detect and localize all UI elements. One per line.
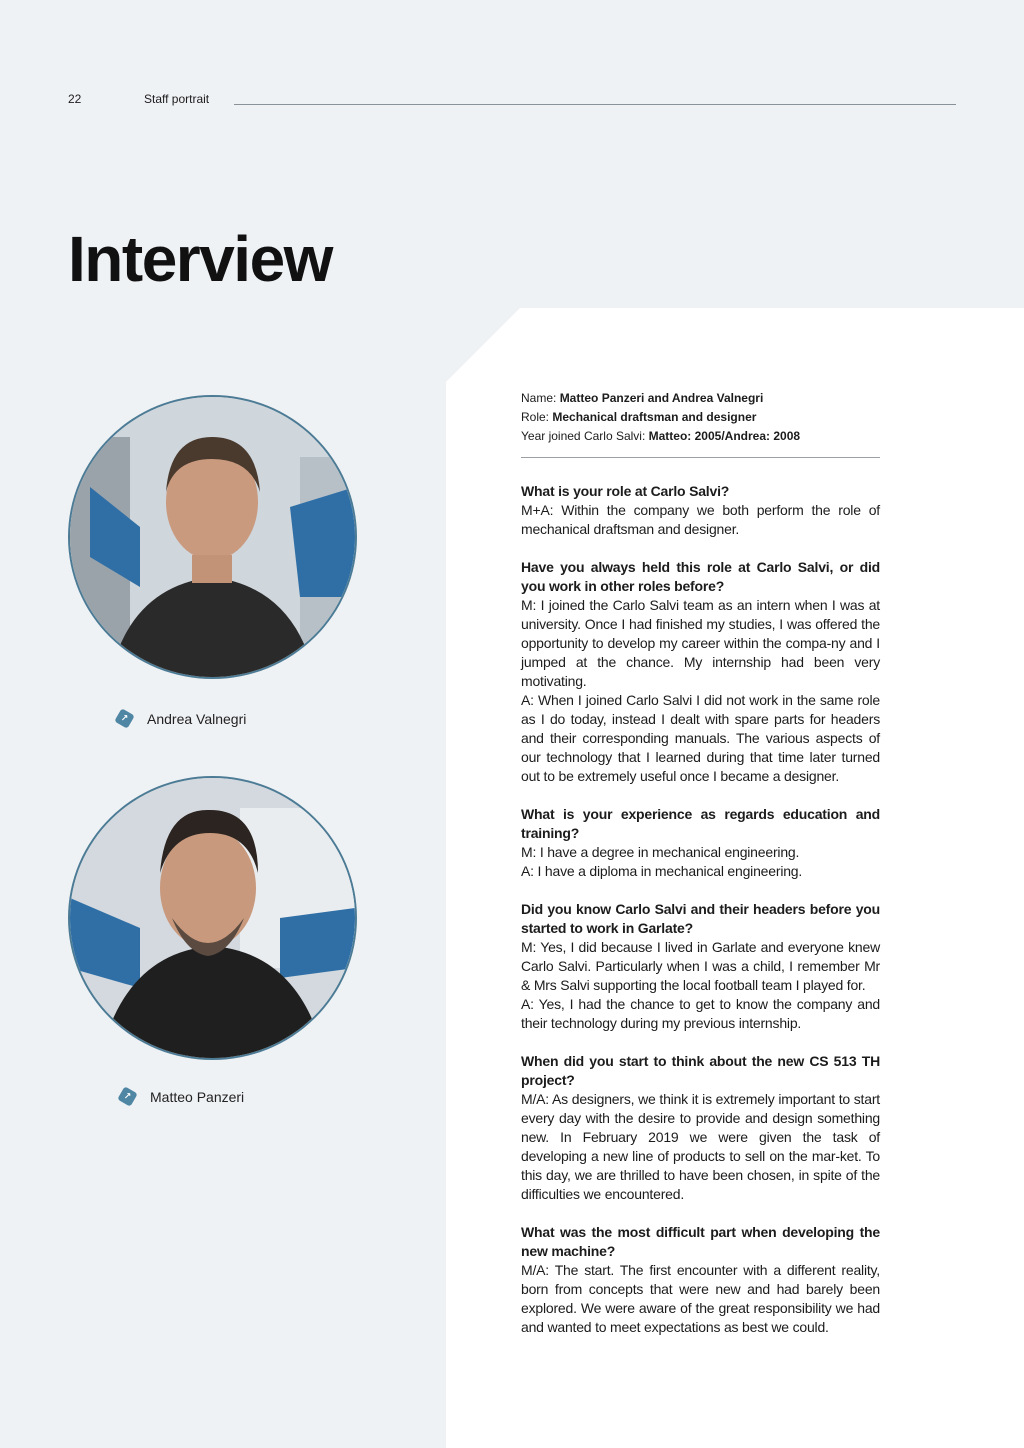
- profile-name-label: Name:: [521, 391, 560, 405]
- question: Have you always held this role at Carlo Salvi, or did you work in other roles before?: [521, 559, 880, 594]
- profile-role-value: Mechanical draftsman and designer: [552, 410, 757, 424]
- portrait-photo-matteo: [68, 776, 357, 1060]
- arrow-diagonal-icon: ↗: [114, 708, 134, 728]
- answer: M: Yes, I did because I lived in Garlate and everyone knew Carlo Salvi. Particularly when I was a child, I remember Mr & Mrs Salvi supporting the local football team I played for.: [521, 939, 880, 993]
- answer: M: I joined the Carlo Salvi team as an intern when I was at university. Once I had finished my studies, I was offered the opportunity to develop my career within the compa-ny and I jumped at the chance. My internship had been very motivating.: [521, 597, 880, 689]
- profile-info: [521, 389, 880, 446]
- portrait-photo-andrea: [68, 395, 357, 679]
- qa-block: [521, 900, 880, 1033]
- page-number: 22: [68, 92, 82, 106]
- profile-divider: [521, 457, 880, 458]
- profile-name-line: [521, 389, 880, 408]
- answer: A: I have a diploma in mechanical engineering.: [521, 863, 803, 879]
- page-title: Interview: [68, 223, 332, 295]
- question: What was the most difficult part when developing the new machine?: [521, 1224, 880, 1259]
- interview-body: [521, 482, 880, 1356]
- profile-year-line: [521, 427, 880, 446]
- qa-block: [521, 1223, 880, 1337]
- question: Did you know Carlo Salvi and their headers before you started to work in Garlate?: [521, 901, 880, 936]
- question: When did you start to think about the new CS 513 TH project?: [521, 1053, 880, 1088]
- answer: M/A: The start. The first encounter with a different reality, born from concepts that were new and had barely been explored. We were aware of the great responsibility we had and wanted to meet expectations as best we could.: [521, 1262, 880, 1335]
- qa-block: [521, 482, 880, 539]
- qa-block: [521, 1052, 880, 1204]
- question: What is your role at Carlo Salvi?: [521, 483, 730, 499]
- answer: A: When I joined Carlo Salvi I did not work in the same role as I do today, instead I dealt with spare parts for headers and their corresponding manuals. The various aspects of our technology that I learned during that time later turned out to be extremely useful once I became a designer.: [521, 692, 880, 784]
- answer: M+A: Within the company we both perform the role of mechanical draftsman and designer.: [521, 502, 880, 537]
- qa-block: [521, 805, 880, 881]
- section-label: Staff portrait: [144, 92, 210, 106]
- portrait-caption-matteo: Matteo Panzeri: [150, 1089, 245, 1105]
- profile-year-value: Matteo: 2005/Andrea: 2008: [648, 429, 801, 443]
- header-divider: [234, 104, 956, 105]
- qa-block: [521, 558, 880, 786]
- answer: M/A: As designers, we think it is extremely important to start every day with the desire to provide and design something new. In February 2019 we were given the task of developing a new line of products to sell on the mar-ket. To this day, we are thrilled to have been chosen, in spite of the difficulties we encountered.: [521, 1091, 880, 1202]
- profile-name-value: Matteo Panzeri and Andrea Valnegri: [559, 391, 764, 405]
- portrait-caption-andrea: Andrea Valnegri: [147, 711, 247, 727]
- answer: A: Yes, I had the chance to get to know the company and their technology during my previous internship.: [521, 996, 880, 1031]
- question: What is your experience as regards education and training?: [521, 806, 880, 841]
- profile-year-label: Year joined Carlo Salvi:: [521, 429, 649, 443]
- profile-role-line: [521, 408, 880, 427]
- arrow-diagonal-icon: ↗: [117, 1086, 137, 1106]
- answer: M: I have a degree in mechanical engineering.: [521, 844, 800, 860]
- profile-role-label: Role:: [521, 410, 553, 424]
